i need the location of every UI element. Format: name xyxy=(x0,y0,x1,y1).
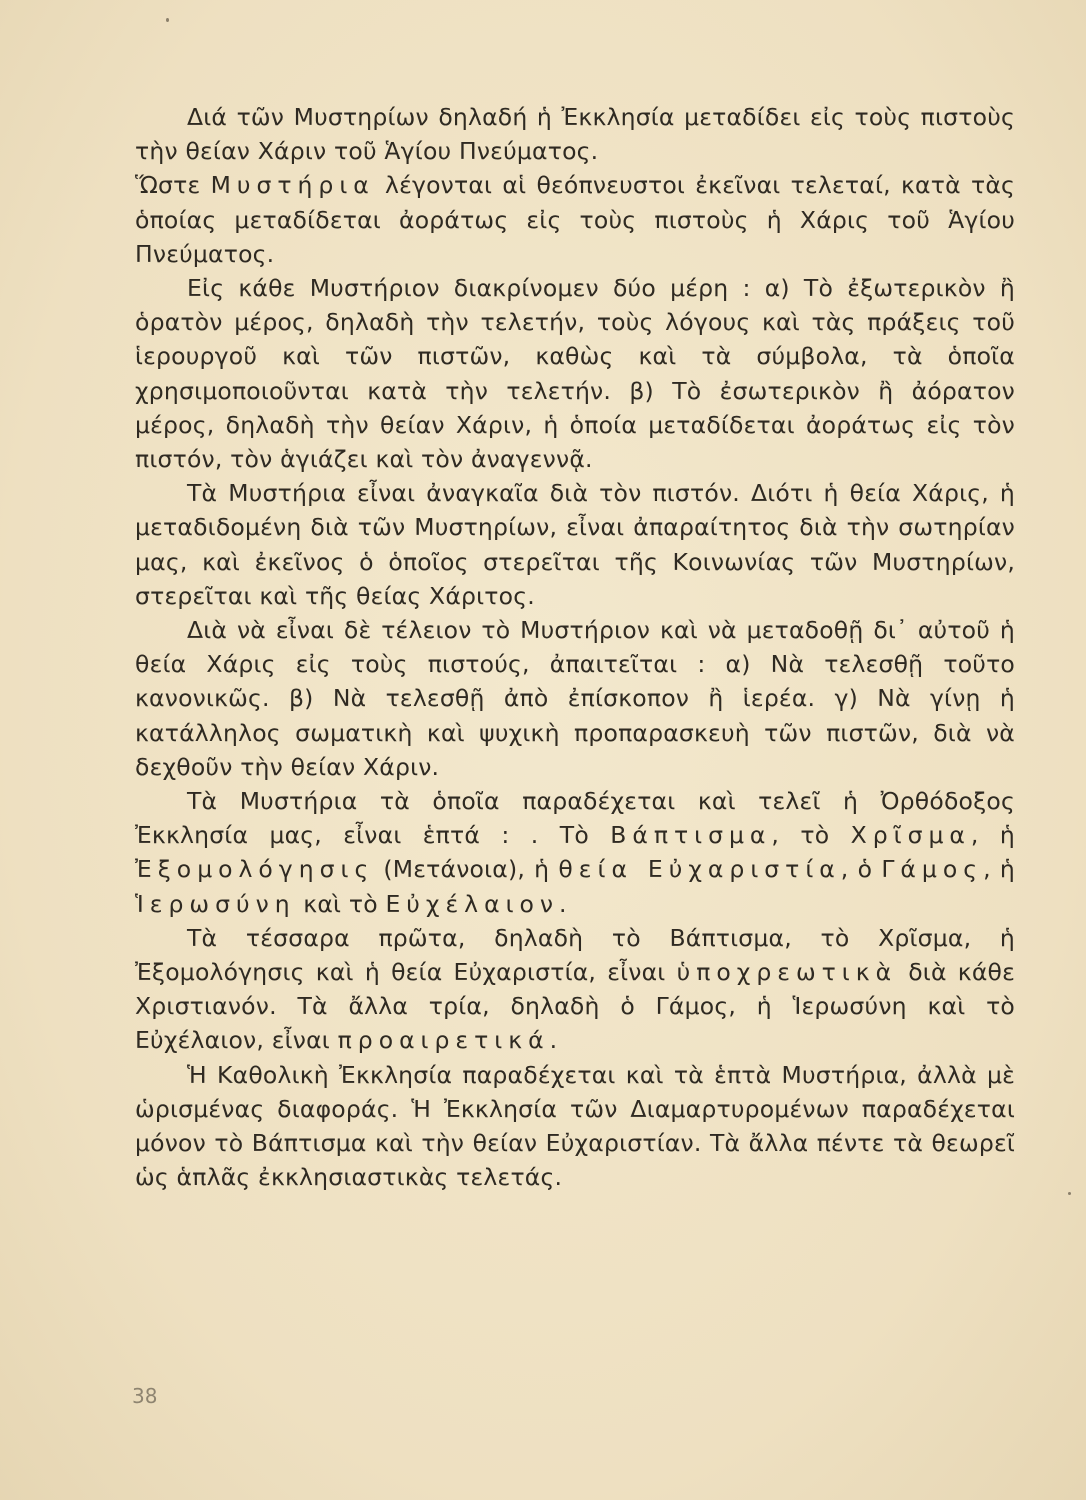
print-speck xyxy=(166,18,169,22)
emphasized-term: Ἐξομολόγησις xyxy=(135,855,375,884)
text-run: , ὁ xyxy=(840,855,882,884)
text-run: καὶ τὸ xyxy=(295,889,386,918)
text-run: , ἡ xyxy=(983,855,1015,884)
text-run: , τὸ xyxy=(771,821,851,850)
paragraph xyxy=(135,921,1015,1058)
body-text xyxy=(135,100,1015,1195)
text-run: Διά τῶν Μυστηρίων δηλαδή ἡ Ἐκκλησία μεταδίδει εἰς τοὺς πιστοὺς τὴν θείαν Χάριν τοῦ Ἁγίου Πνεύματος. xyxy=(135,103,1015,166)
text-run: διὰ κάθε Χριστιανόν. Τὰ ἄλλα τρία, δηλαδὴ ὁ Γάμος, ἡ Ἱερωσύνη καὶ τὸ Εὐχέλαιον, εἶναι xyxy=(135,958,1016,1055)
emphasized-term: θεία Εὐχαριστία xyxy=(558,855,841,884)
emphasized-term: Βάπτισμα xyxy=(610,821,772,850)
paragraph xyxy=(135,168,1015,271)
text-run: Ἡ Καθολικὴ Ἐκκλησία παραδέχεται καὶ τὰ ἑπτὰ Μυστήρια, ἀλλὰ μὲ ὡρισμένας διαφοράς. Ἡ Ἐκκλησία τῶν Διαμαρτυρομένων παραδέχεται μόνον τὸ Βάπτισμα καὶ τὴν θείαν Εὐχαριστίαν. Τὰ ἄλλα πέντε τὰ θεωρεῖ ὡς ἁπλᾶς ἐκκλησιαστικὰς τελετάς. xyxy=(135,1060,1015,1192)
text-run: , ἡ xyxy=(970,821,1015,850)
text-run: Τὰ Μυστήρια τὰ ὁποῖα παραδέχεται καὶ τελεῖ ἡ Ὀρθόδοξος Ἐκκλησία μας, εἶναι ἑπτά : . Τὸ xyxy=(135,787,1015,850)
paragraph xyxy=(135,476,1015,613)
text-run: . xyxy=(559,889,567,918)
page-number: 38 xyxy=(132,1384,158,1408)
text-run: Εἰς κάθε Μυστήριον διακρίνομεν δύο μέρη : α) Τὸ ἐξωτερικὸν ἢ ὁρατὸν μέρος, δηλαδὴ τὴν τελετήν, τοὺς λόγους καὶ τὰς πράξεις τοῦ ἱερουργοῦ καὶ τῶν πιστῶν, καθὼς καὶ τὰ σύμβολα, τὰ ὁποῖα χρησιμοποιοῦνται κατὰ τὴν τελετήν. β) Τὸ ἐσωτερικὸν ἢ ἀόρατον μέρος, δηλαδὴ τὴν θείαν Χάριν, ἡ ὁποία μεταδίδεται ἀοράτως εἰς τὸν πιστόν, τὸν ἁγιάζει καὶ τὸν ἀναγεννᾷ. xyxy=(135,274,1015,474)
emphasized-term: Εὐχέλαιον xyxy=(385,889,560,918)
print-speck xyxy=(1068,1192,1071,1195)
paragraph xyxy=(135,100,1015,168)
text-run: Ὥστε xyxy=(135,171,211,200)
emphasized-term: Χρῖσμα xyxy=(850,821,971,850)
text-run: . xyxy=(549,1026,558,1055)
paragraph xyxy=(135,784,1015,921)
paragraph xyxy=(135,1058,1015,1195)
paragraph xyxy=(135,271,1015,476)
text-run: λέγονται αἱ θεόπνευστοι ἐκεῖναι τελεταί, κατὰ τὰς ὁποίας μεταδίδεται ἀοράτως εἰς τοὺς πιστοὺς ἡ Χάρις τοῦ Ἁγίου Πνεύματος. xyxy=(135,171,1015,268)
emphasized-term: προαιρετικά xyxy=(337,1026,550,1055)
text-run: Τὰ τέσσαρα πρῶτα, δηλαδὴ τὸ Βάπτισμα, τὸ Χρῖσμα, ἡ Ἐξομολόγησις καὶ ἡ θεία Εὐχαριστία, εἶναι xyxy=(135,923,1015,987)
emphasized-term: Ἱερωσύνη xyxy=(135,889,296,918)
emphasized-term: Γάμος xyxy=(881,855,984,884)
emphasized-term: Μυστήρια xyxy=(210,171,375,200)
text-run: Τὰ Μυστήρια εἶναι ἀναγκαῖα διὰ τὸν πιστόν. Διότι ἡ θεία Χάρις, ἡ μεταδιδομένη διὰ τῶν Μυστηρίων, εἶναι ἀπαραίτητος διὰ τὴν σωτηρίαν μας, καὶ ἐκεῖνος ὁ ὁποῖος στερεῖται τῆς Κοινωνίας τῶν Μυστηρίων, στερεῖται καὶ τῆς θείας Χάριτος. xyxy=(135,479,1015,610)
paragraph xyxy=(135,613,1015,784)
text-run: (Μετάνοια), ἡ xyxy=(374,855,559,884)
text-run: Διὰ νὰ εἶναι δὲ τέλειον τὸ Μυστήριον καὶ νὰ μεταδοθῇ δι᾿ αὐτοῦ ἡ θεία Χάρις εἰς τοὺς πιστούς, ἀπαιτεῖται : α) Νὰ τελεσθῇ τοῦτο κανονικῶς. β) Νὰ τελεσθῇ ἀπὸ ἐπίσκοπον ἢ ἱερέα. γ) Νὰ γίνῃ ἡ κατάλληλος σωματικὴ καὶ ψυχικὴ προπαρασκευὴ τῶν πιστῶν, διὰ νὰ δεχθοῦν τὴν θείαν Χάριν. xyxy=(135,616,1015,781)
emphasized-term: ὑποχρεωτικὰ xyxy=(676,958,898,987)
